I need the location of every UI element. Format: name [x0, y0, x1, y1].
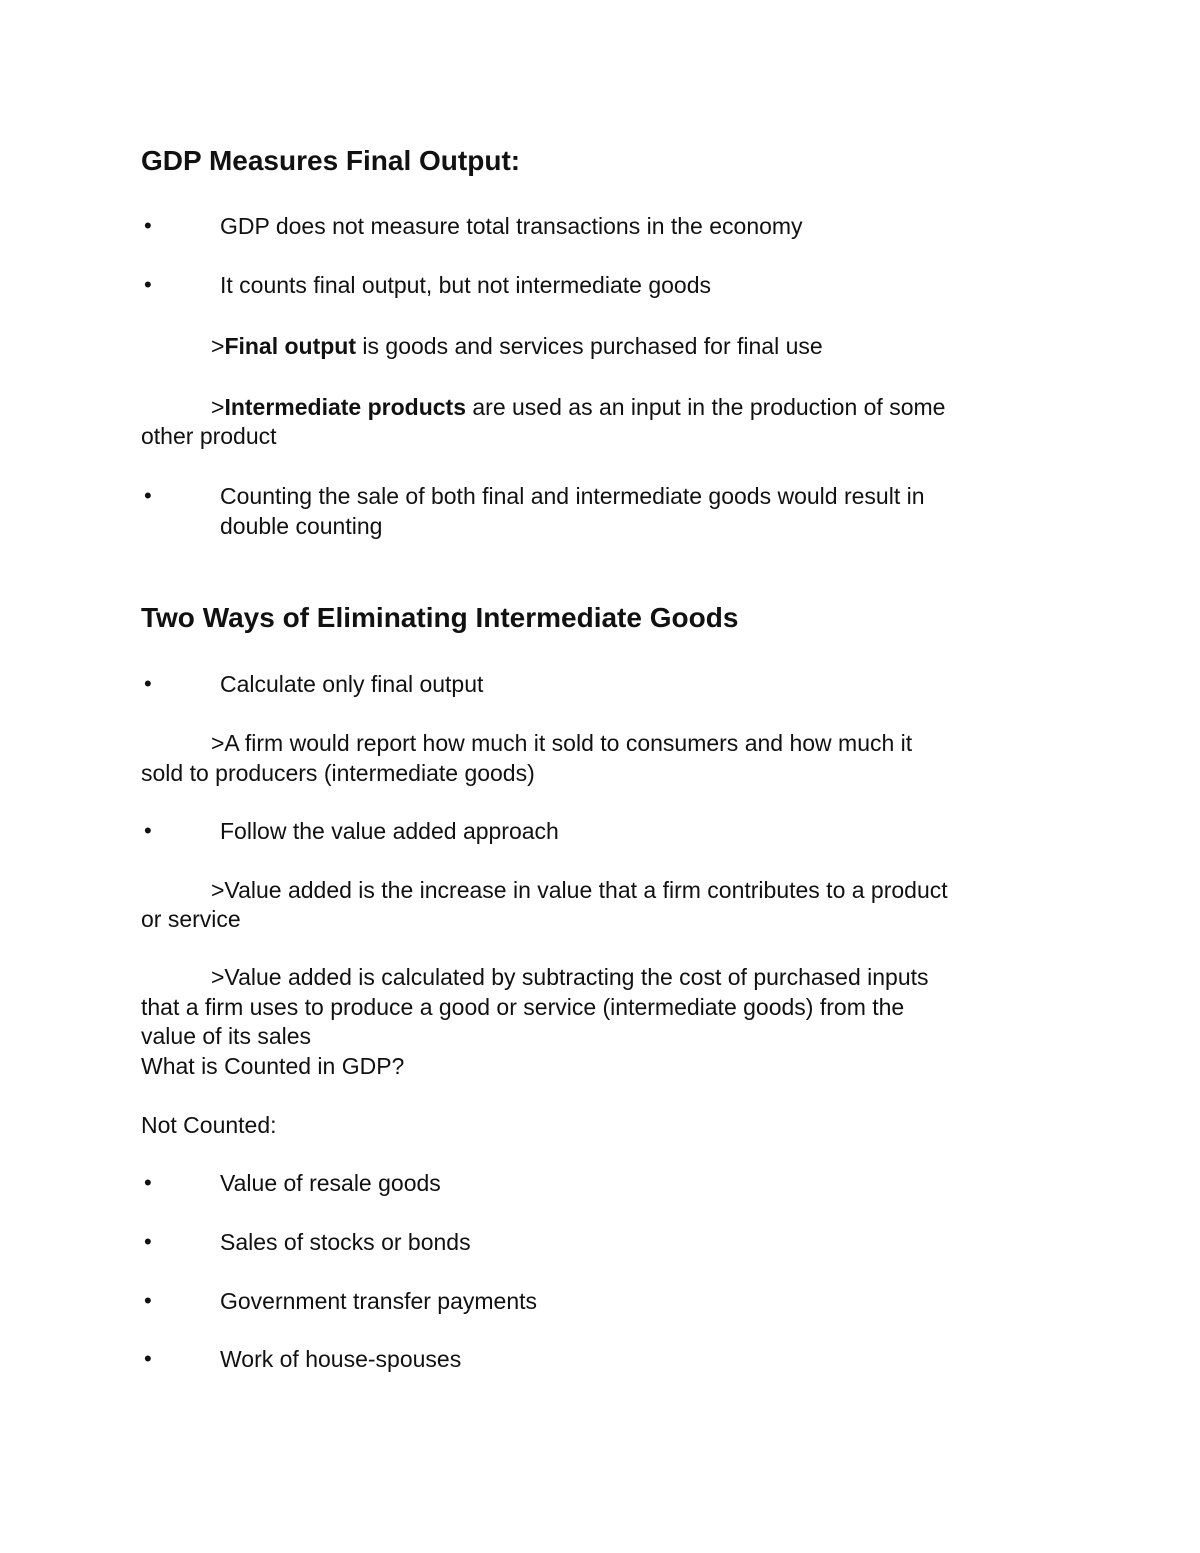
sub-point-prefix: > — [211, 333, 225, 359]
bullet-text: GDP does not measure total transactions in the economy — [220, 213, 803, 239]
sub-point-text: are used as an input in the production of some — [465, 394, 946, 420]
bullet-marker: • — [144, 272, 152, 297]
bullet-text: It counts final output, but not intermediate goods — [220, 272, 711, 298]
list-item: Sales of stocks or bonds — [220, 1229, 471, 1255]
heading-two-ways: Two Ways of Eliminating Intermediate Goods — [141, 602, 739, 633]
bullet-text: Follow the value added approach — [220, 818, 559, 844]
bullet-marker: • — [144, 213, 152, 238]
sub-point-final-output — [211, 331, 823, 361]
not-counted-label: Not Counted: — [141, 1112, 277, 1138]
bullet-text: Calculate only final output — [220, 671, 484, 697]
bullet-text-continuation: double counting — [220, 513, 383, 539]
sub-point-text: >Value added is calculated by subtracting the cost of purchased inputs — [211, 964, 929, 990]
sub-point-continuation: or service — [141, 906, 241, 932]
term-intermediate-products: Intermediate products — [224, 394, 466, 420]
sub-point-continuation: value of its sales — [141, 1023, 312, 1049]
list-item: Government transfer payments — [220, 1288, 538, 1314]
bullet-marker: • — [144, 1229, 152, 1254]
sub-point-continuation: that a firm uses to produce a good or service (intermediate goods) from the — [141, 994, 905, 1020]
sub-point-intermediate-products — [211, 392, 945, 422]
sub-point-text: is goods and services purchased for final use — [356, 333, 823, 359]
term-final-output: Final output — [224, 333, 357, 359]
sub-point-continuation: other product — [141, 423, 277, 449]
sub-point-text: >Value added is the increase in value that a firm contributes to a product — [211, 877, 948, 903]
bullet-marker: • — [144, 1288, 152, 1313]
sub-point-prefix: > — [211, 394, 225, 420]
bullet-text: Counting the sale of both final and intermediate goods would result in — [220, 483, 925, 509]
bullet-marker: • — [144, 671, 152, 696]
sub-point-continuation: sold to producers (intermediate goods) — [141, 760, 535, 786]
bullet-marker: • — [144, 1170, 152, 1195]
bullet-marker: • — [144, 818, 152, 843]
bullet-marker: • — [144, 1346, 152, 1371]
heading-gdp-measures-final-output: GDP Measures Final Output: — [141, 145, 521, 176]
bullet-marker: • — [144, 483, 152, 508]
list-item: Work of house-spouses — [220, 1346, 462, 1372]
question-what-is-counted: What is Counted in GDP? — [141, 1053, 405, 1079]
list-item: Value of resale goods — [220, 1170, 441, 1196]
sub-point-text: >A firm would report how much it sold to consumers and how much it — [211, 730, 913, 756]
